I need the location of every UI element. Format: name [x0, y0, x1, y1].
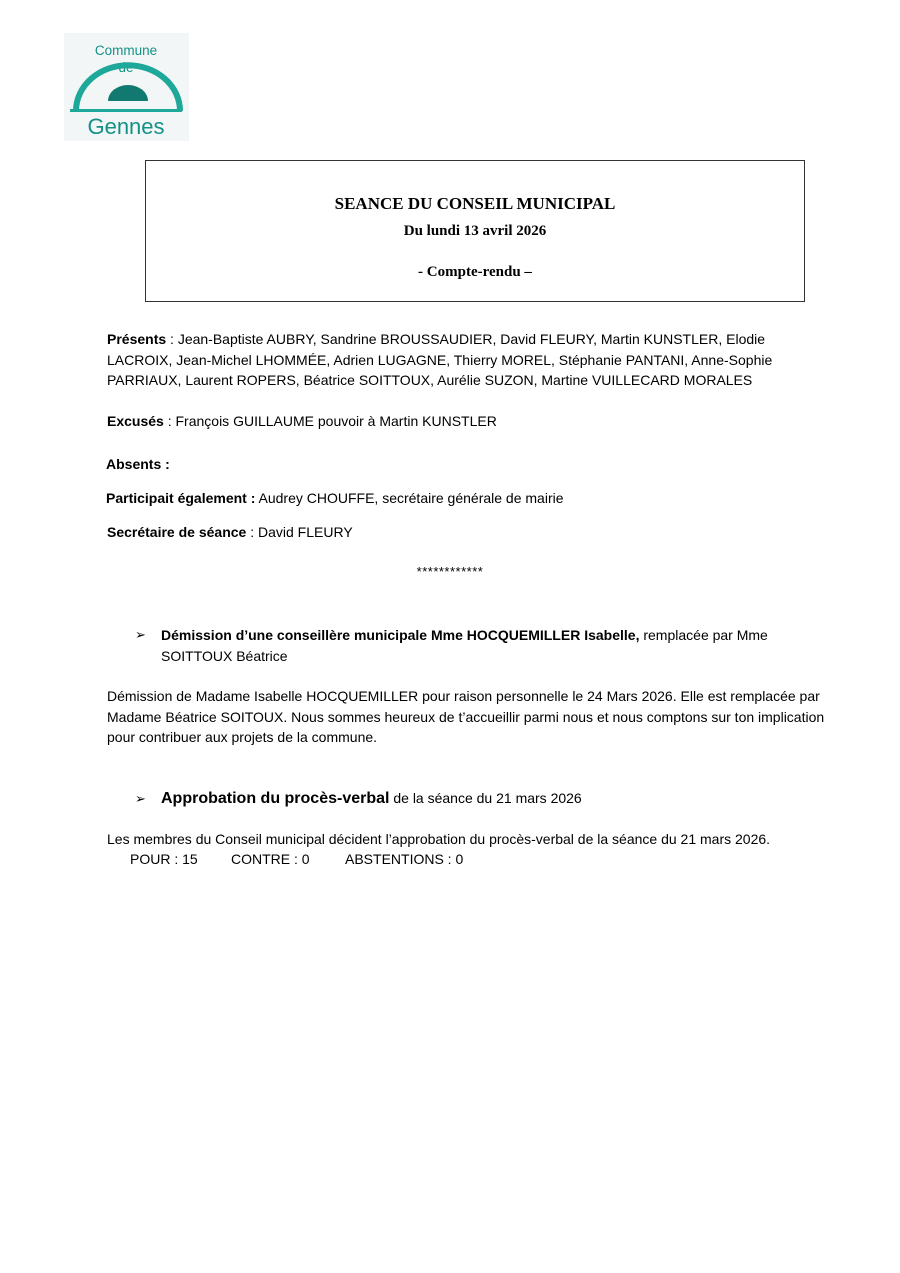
absents-section — [106, 454, 826, 475]
commune-logo — [64, 33, 189, 141]
excuses-list: : François GUILLAUME pouvoir à Martin KUNSTLER — [163, 413, 497, 429]
title-box — [145, 160, 805, 302]
agenda-item-resignation-rest: remplacée par Mme SOITTOUX Béatrice — [161, 627, 768, 664]
agenda-item-approval-title: Approbation du procès-verbal — [161, 790, 390, 807]
logo-text-de: de — [118, 60, 134, 75]
logo-text-commune: Commune — [94, 43, 158, 58]
resignation-paragraph: Démission de Madame Isabelle HOCQUEMILLER pour raison personnelle le 24 Mars 2026. Elle est remplacée par Madame Béatrice SOITOUX. Nous sommes heureux de t’accueillir parmi nous et nous comptons sur ton implication pour contribuer aux projets de la commune. — [107, 688, 825, 745]
secretaire-label: Secrétaire de séance — [107, 524, 247, 540]
bullet-arrow-icon: ➢ — [135, 791, 146, 806]
approval-paragraph: Les membres du Conseil municipal décident l’approbation du procès-verbal de la séance du 21 mars 2026. — [107, 831, 771, 847]
bullet-arrow-icon: ➢ — [135, 627, 146, 642]
participait-list: Audrey CHOUFFE, secrétaire générale de mairie — [255, 490, 564, 506]
logo-graphic — [64, 33, 189, 141]
secretaire-name: : David FLEURY — [246, 524, 353, 540]
secretaire-section — [107, 522, 827, 543]
vote-contre: CONTRE : 0 — [231, 851, 310, 867]
session-title: SEANCE DU CONSEIL MUNICIPAL — [334, 194, 616, 213]
vote-pour: POUR : 15 — [130, 851, 198, 867]
session-subtitle: - Compte-rendu – — [418, 264, 532, 280]
logo-arc-gap-right — [150, 77, 158, 91]
participait-section — [106, 488, 826, 509]
agenda-item-resignation — [161, 625, 821, 666]
logo-bar — [70, 109, 182, 112]
logo-dome — [108, 85, 148, 101]
presents-label: Présents — [107, 331, 167, 347]
agenda-item-resignation-title: Démission d’une conseillère municipale Mme HOCQUEMILLER Isabelle, — [161, 627, 640, 643]
vote-abstentions: ABSTENTIONS : 0 — [345, 851, 464, 867]
separator: ************ — [416, 564, 484, 579]
excuses-section — [107, 411, 827, 432]
agenda-item-approval-rest: de la séance du 21 mars 2026 — [389, 790, 582, 806]
logo-text-gennes: Gennes — [87, 114, 165, 139]
absents-label: Absents : — [106, 456, 170, 472]
excuses-label: Excusés — [107, 413, 164, 429]
logo-arc-gap-left — [98, 77, 106, 91]
agenda-item-approval — [161, 788, 821, 810]
participait-label: Participait également : — [106, 490, 256, 506]
session-date: Du lundi 13 avril 2026 — [403, 223, 547, 239]
presents-section — [107, 329, 827, 391]
presents-list: : Jean-Baptiste AUBRY, Sandrine BROUSSAUDIER, David FLEURY, Martin KUNSTLER, Elodie LACROIX, Jean-Michel LHOMMÉE, Adrien LUGAGNE, Thierry MOREL, Stéphanie PANTANI, Anne-Sophie PARRIAUX, Laurent ROPERS, Béatrice SOITTOUX, Aurélie SUZON, Martine VUILLECARD MORALES — [107, 331, 773, 388]
